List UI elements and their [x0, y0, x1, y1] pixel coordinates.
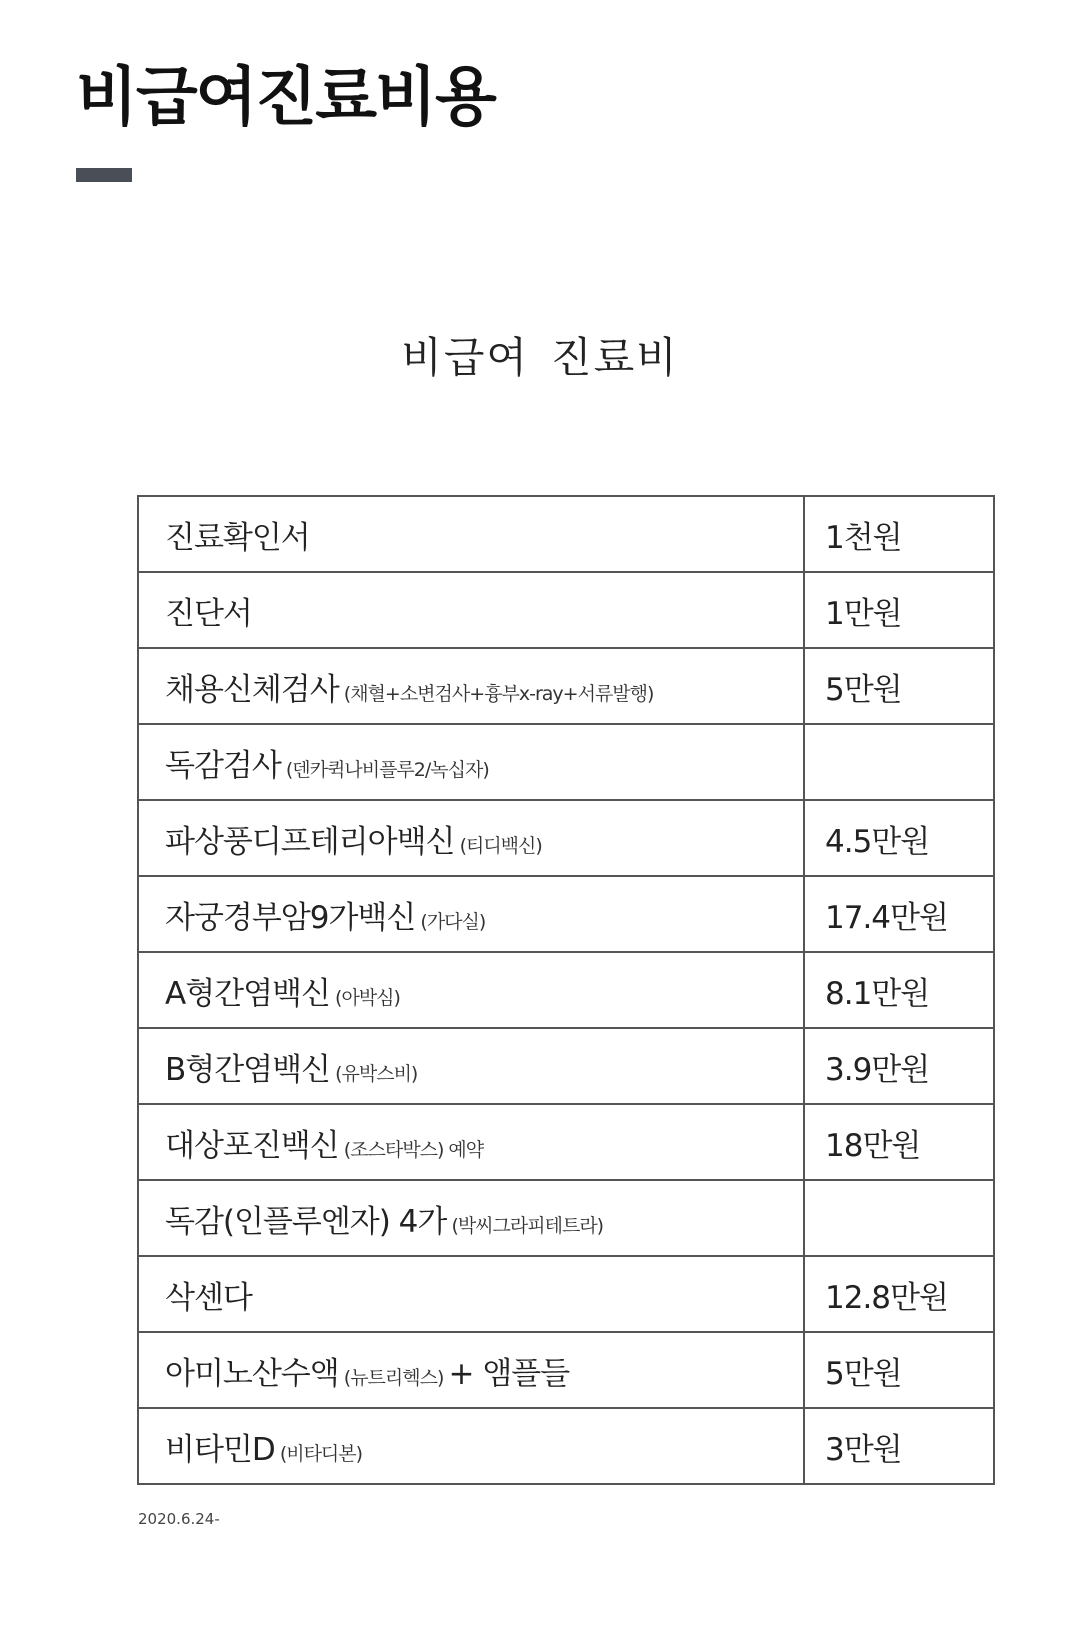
- table-row: [138, 952, 994, 1028]
- item-cell: [138, 648, 804, 724]
- item-note: (덴카퀵나비플루2/녹십자): [285, 758, 489, 781]
- page-title: 비급여진료비용: [76, 61, 495, 135]
- item-cell: [138, 496, 804, 572]
- price-cell: [804, 1408, 994, 1484]
- document-heading-part2: 진료비: [551, 333, 679, 382]
- item-cell: [138, 876, 804, 952]
- item-cell: [138, 1180, 804, 1256]
- table-row: [138, 496, 994, 572]
- item-name: 진단서: [165, 595, 252, 632]
- table-row: [138, 876, 994, 952]
- item-price: 18만원: [825, 1127, 921, 1164]
- price-cell: [804, 1028, 994, 1104]
- item-name: 삭센다: [165, 1279, 252, 1316]
- table-row: [138, 1256, 994, 1332]
- fee-table: [137, 495, 995, 1485]
- price-cell: [804, 876, 994, 952]
- item-name: 자궁경부암9가백신: [165, 899, 416, 936]
- table-row: [138, 572, 994, 648]
- item-price: 12.8만원: [825, 1279, 948, 1316]
- item-note: (티디백신): [459, 834, 542, 857]
- price-cell: [804, 1332, 994, 1408]
- price-cell: [804, 800, 994, 876]
- item-price: 3만원: [825, 1431, 902, 1468]
- price-cell: [804, 724, 994, 800]
- price-cell: [804, 496, 994, 572]
- item-name: 비타민D: [165, 1431, 275, 1468]
- table-row: [138, 1180, 994, 1256]
- item-note: (아박심): [335, 986, 400, 1009]
- item-note: (채혈+소변검사+흉부x-ray+서류발행): [343, 682, 654, 705]
- table-row: [138, 1332, 994, 1408]
- price-cell: [804, 572, 994, 648]
- table-row: [138, 648, 994, 724]
- item-cell: [138, 1408, 804, 1484]
- item-cell: [138, 1104, 804, 1180]
- item-cell: [138, 1256, 804, 1332]
- item-extra: + 앰플들: [448, 1355, 570, 1392]
- item-cell: [138, 1028, 804, 1104]
- item-cell: [138, 952, 804, 1028]
- price-cell: [804, 1104, 994, 1180]
- item-price: 5만원: [825, 1355, 902, 1392]
- item-price: 5만원: [825, 671, 902, 708]
- item-price: 3.9만원: [825, 1051, 930, 1088]
- item-name: 독감(인플루엔자) 4가: [165, 1203, 447, 1240]
- item-note: (조스타박스) 예약: [343, 1138, 484, 1161]
- item-name: 채용신체검사: [165, 671, 339, 708]
- table-row: [138, 1028, 994, 1104]
- item-cell: [138, 800, 804, 876]
- item-name: 진료확인서: [165, 519, 310, 556]
- item-cell: [138, 1332, 804, 1408]
- document-heading-part1: 비급여: [401, 333, 529, 382]
- item-note: (가다실): [420, 910, 486, 933]
- price-cell: [804, 1180, 994, 1256]
- item-name: B형간염백신: [165, 1051, 330, 1088]
- item-cell: [138, 572, 804, 648]
- item-note: (박씨그라피테트라): [451, 1214, 604, 1237]
- item-note: (유박스비): [335, 1062, 418, 1085]
- item-price: 1만원: [825, 595, 902, 632]
- item-price: 17.4만원: [825, 899, 948, 936]
- document-heading: [0, 328, 1080, 388]
- table-row: [138, 1408, 994, 1484]
- document-date: 2020.6.24-: [138, 1510, 220, 1528]
- item-price: 1천원: [825, 519, 902, 556]
- item-price: 4.5만원: [825, 823, 930, 860]
- price-cell: [804, 952, 994, 1028]
- item-note: (뉴트리헥스): [343, 1366, 444, 1389]
- table-row: [138, 724, 994, 800]
- item-name: 파상풍디프테리아백신: [165, 823, 455, 860]
- item-cell: [138, 724, 804, 800]
- price-cell: [804, 648, 994, 724]
- table-row: [138, 800, 994, 876]
- item-name: 대상포진백신: [165, 1127, 339, 1164]
- table-row: [138, 1104, 994, 1180]
- item-name: A형간염백신: [165, 975, 330, 1012]
- item-price: 8.1만원: [825, 975, 930, 1012]
- item-name: 아미노산수액: [165, 1355, 339, 1392]
- item-name: 독감검사: [165, 747, 281, 784]
- title-underline-bar: [76, 168, 132, 182]
- price-cell: [804, 1256, 994, 1332]
- item-note: (비타디본): [279, 1442, 363, 1465]
